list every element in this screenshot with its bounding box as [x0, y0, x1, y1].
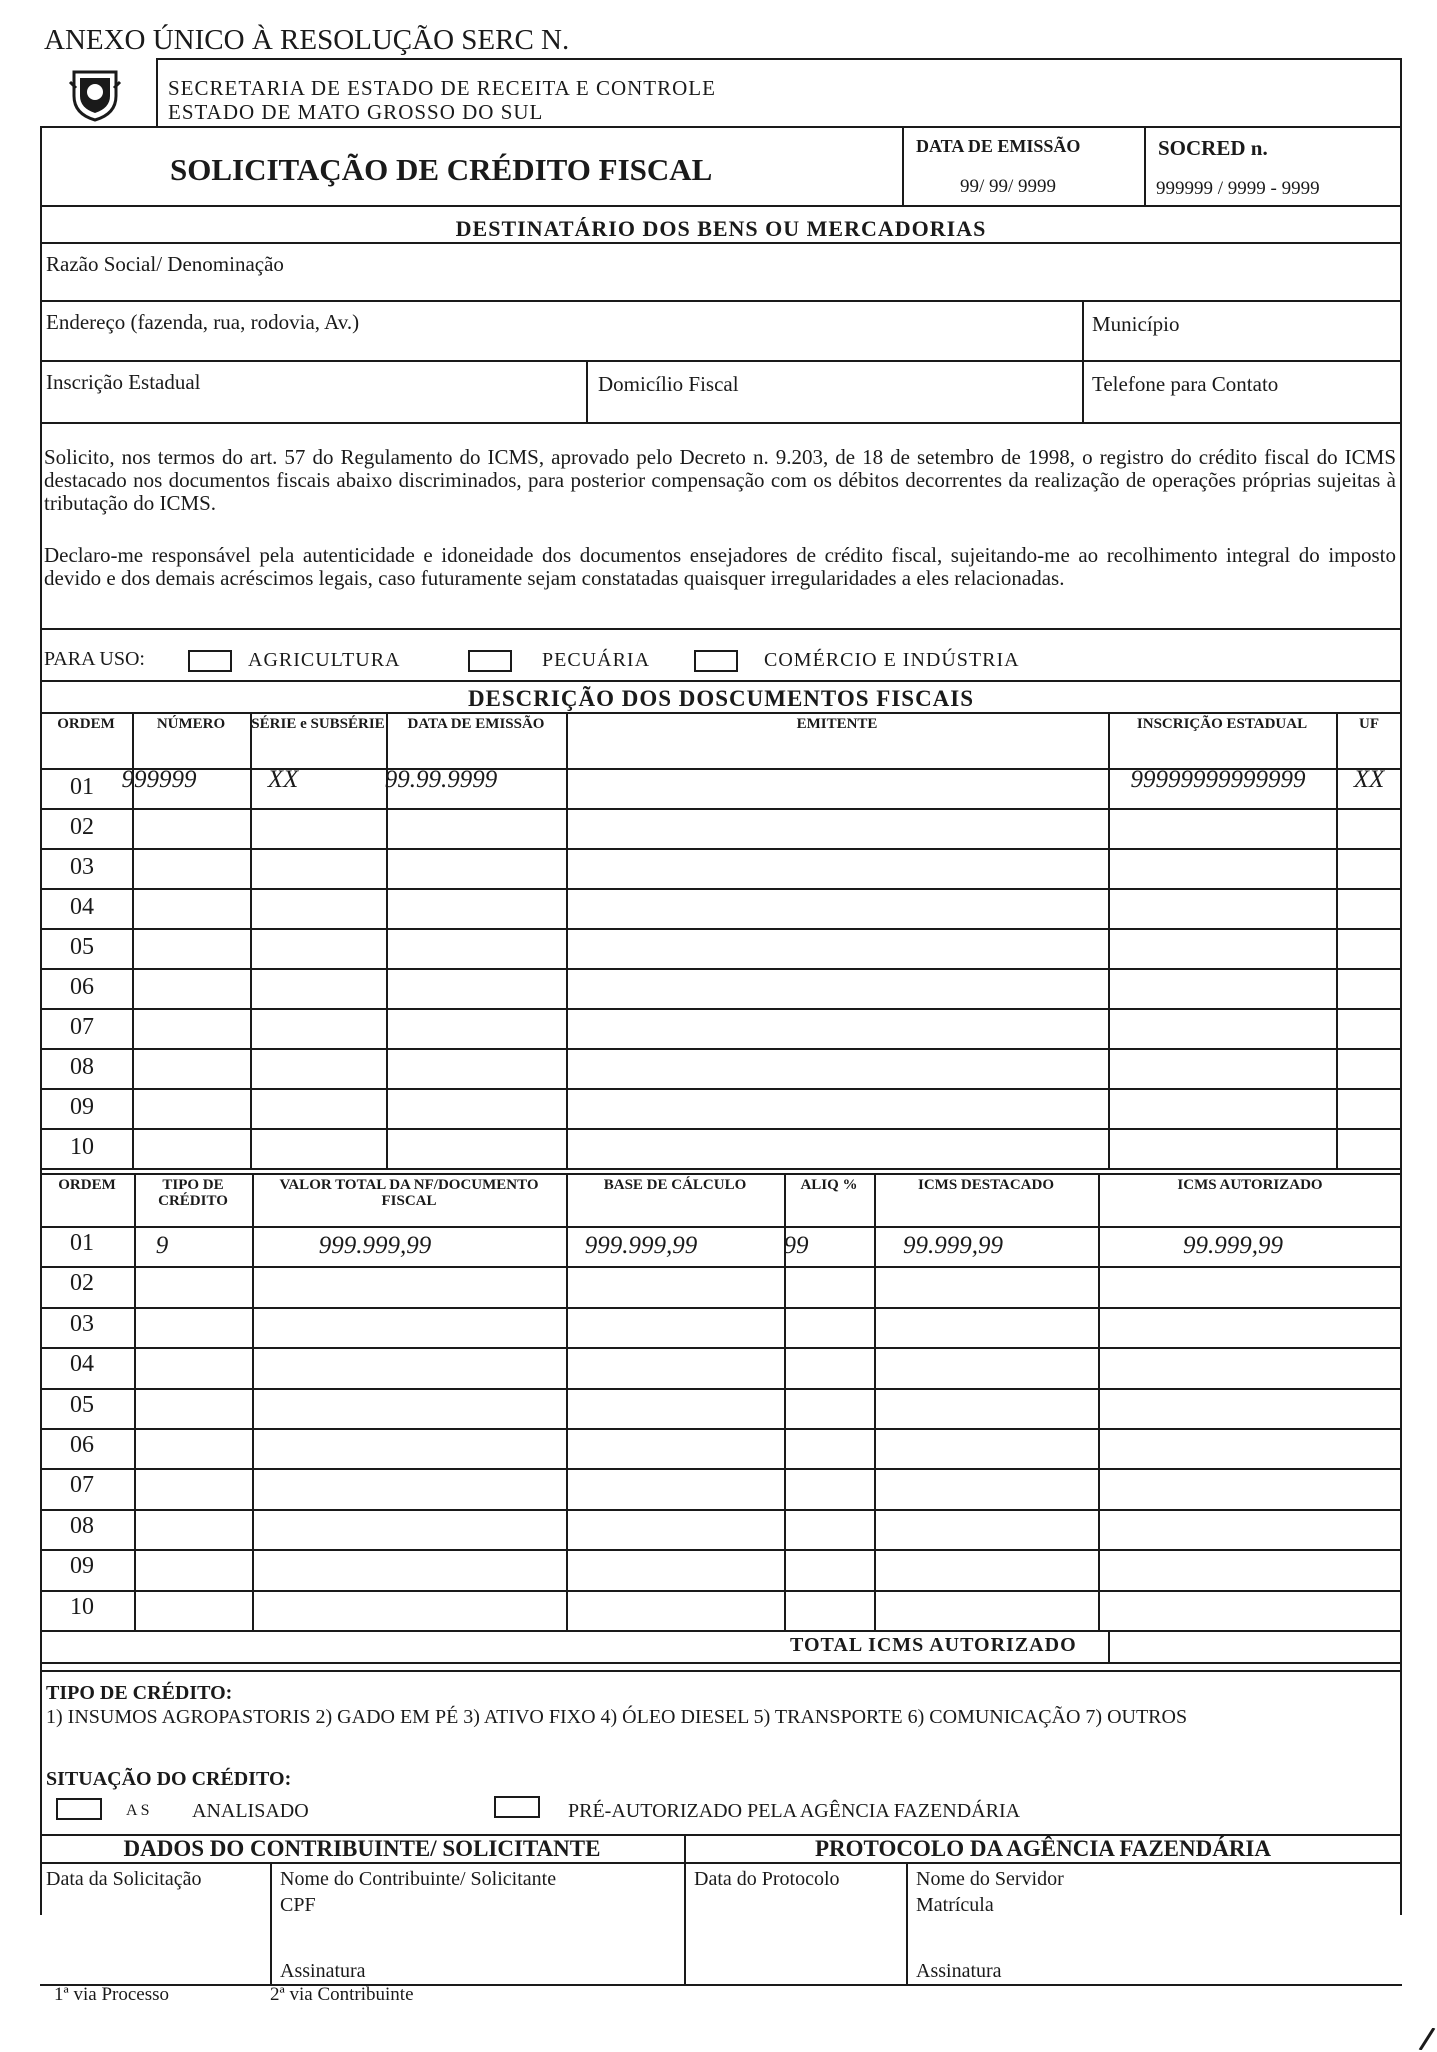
comercio-label: COMÉRCIO E INDÚSTRIA — [764, 649, 1020, 671]
domicilio-fiscal-label: Domicílio Fiscal — [598, 372, 739, 396]
t2-ordem-06: 06 — [70, 1432, 94, 1458]
t1-inscricao-01: 99999999999999 — [1130, 766, 1306, 793]
nome-contribuinte-label: Nome do Contribuinte/ Solicitante — [280, 1868, 557, 1890]
t1-ordem-01: 01 — [70, 774, 94, 800]
t1-header-6: UF — [1359, 716, 1379, 732]
para-uso-label: PARA USO: — [44, 648, 145, 670]
pre-autorizado-checkbox[interactable] — [494, 1796, 540, 1818]
t2-ordem-09: 09 — [70, 1553, 94, 1579]
t1-header-1: NÚMERO — [156, 716, 226, 732]
coat-of-arms-icon — [68, 68, 122, 122]
t1-ordem-10: 10 — [70, 1134, 94, 1160]
data-solicitacao-label: Data da Solicitação — [46, 1868, 202, 1890]
t2-header-4: ALIQ % — [800, 1177, 858, 1193]
analisado-checkbox[interactable] — [56, 1798, 102, 1820]
endereco-label: Endereço (fazenda, rua, rodovia, Av.) — [46, 310, 360, 334]
t2-valor-01: 999.999,99 — [318, 1232, 432, 1259]
data-protocolo-label: Data do Protocolo — [694, 1868, 840, 1890]
form-title: SOLICITAÇÃO DE CRÉDITO FISCAL — [170, 152, 713, 187]
t1-header-3: DATA DE EMISSÃO — [407, 716, 545, 732]
tipo-credito-options: 1) INSUMOS AGROPASTORIS 2) GADO EM PÉ 3) ATIVO FIXO 4) ÓLEO DIESEL 5) TRANSPORTE 6) COMUNICAÇÃO 7) OUTROS — [46, 1706, 1188, 1728]
t2-header-0: ORDEM — [58, 1177, 116, 1193]
t2-ordem-04: 04 — [70, 1351, 94, 1377]
socred-value: 999999 / 9999 - 9999 — [1156, 178, 1320, 199]
secretaria-name: SECRETARIA DE ESTADO DE RECEITA E CONTROLE — [168, 76, 716, 100]
comercio-checkbox[interactable] — [694, 650, 738, 672]
municipio-label: Município — [1092, 312, 1180, 336]
pecuaria-label: PECUÁRIA — [542, 649, 651, 671]
agricultura-label: AGRICULTURA — [248, 649, 401, 671]
t2-destacado-01: 99.999,99 — [903, 1232, 1003, 1259]
t1-header-5: INSCRIÇÃO ESTADUAL — [1136, 716, 1308, 732]
t2-header-5: ICMS DESTACADO — [918, 1177, 1054, 1193]
t2-ordem-05: 05 — [70, 1392, 94, 1418]
estado-name: ESTADO DE MATO GROSSO DO SUL — [168, 100, 544, 124]
declaration-paragraph-2: Declaro-me responsável pela autenticidade e idoneidade dos documentos ensejadores de crédito fiscal, sujeitando-me ao recolhimento integral do imposto devido e dos demais acréscimos legais, caso futuramente sejam constatadas quaisquer irregularidades a eles relacionadas. — [44, 543, 1396, 590]
inscricao-estadual-label: Inscrição Estadual — [46, 370, 201, 394]
t1-ordem-05: 05 — [70, 934, 94, 960]
socred-label: SOCRED n. — [1158, 136, 1268, 160]
nome-servidor-label: Nome do Servidor — [916, 1868, 1064, 1890]
t1-ordem-08: 08 — [70, 1054, 94, 1080]
t1-uf-01: XX — [1353, 766, 1385, 793]
t1-numero-01: 999999 — [121, 766, 197, 793]
analisado-label: ANALISADO — [192, 1800, 309, 1822]
annex-title: ANEXO ÚNICO À RESOLUÇÃO SERC N. — [44, 24, 570, 56]
t2-tipo-01: 9 — [155, 1232, 169, 1259]
t1-ordem-04: 04 — [70, 894, 94, 920]
cpf-label: CPF — [280, 1894, 316, 1916]
t2-autorizado-01: 99.999,99 — [1183, 1232, 1283, 1259]
t2-ordem-08: 08 — [70, 1513, 94, 1539]
t1-ordem-06: 06 — [70, 974, 94, 1000]
tipo-credito-label: TIPO DE CRÉDITO: — [46, 1682, 233, 1704]
pre-autorizado-label: PRÉ-AUTORIZADO PELA AGÊNCIA FAZENDÁRIA — [568, 1800, 1021, 1822]
declaration-paragraph-1: Solicito, nos termos do art. 57 do Regulamento do ICMS, aprovado pelo Decreto n. 9.203, de 18 de setembro de 1998, o registro do crédito fiscal do ICMS destacado nos documentos fiscais abaixo discriminados, para posterior compensação com os débitos decorrentes da realização de operações próprias sujeitas à tributação do ICMS. — [44, 445, 1396, 515]
t1-data-01: 99.99.9999 — [384, 766, 498, 793]
assinatura-servidor-label: Assinatura — [916, 1960, 1002, 1982]
t1-ordem-09: 09 — [70, 1094, 94, 1120]
destinatario-title: DESTINATÁRIO DOS BENS OU MERCADORIAS — [455, 216, 987, 241]
t2-ordem-03: 03 — [70, 1311, 94, 1337]
via-processo: 1ª via Processo — [54, 1984, 170, 2005]
corner-mark — [1418, 2028, 1436, 2050]
t1-header-2: SÉRIE e SUBSÉRIE — [251, 716, 385, 732]
t2-header-6: ICMS AUTORIZADO — [1177, 1177, 1323, 1193]
t1-header-0: ORDEM — [57, 716, 115, 732]
t2-header-3: BASE DE CÁLCULO — [603, 1177, 747, 1193]
matricula-label: Matrícula — [916, 1894, 994, 1916]
pecuaria-checkbox[interactable] — [468, 650, 512, 672]
table1-title: DESCRIÇÃO DOS DOSCUMENTOS FISCAIS — [467, 686, 975, 711]
telefone-label: Telefone para Contato — [1092, 372, 1279, 396]
t1-ordem-03: 03 — [70, 854, 94, 880]
t2-base-01: 999.999,99 — [584, 1232, 698, 1259]
data-emissao-value: 99/ 99/ 9999 — [960, 176, 1057, 197]
situacao-label: SITUAÇÃO DO CRÉDITO: — [46, 1768, 292, 1790]
t2-ordem-01: 01 — [70, 1230, 94, 1256]
t2-aliq-01: 99 — [783, 1232, 809, 1259]
t2-header-1: TIPO DE CRÉDITO — [158, 1177, 228, 1209]
t1-ordem-07: 07 — [70, 1014, 94, 1040]
credit-request-form — [40, 56, 1402, 2006]
t1-serie-01: XX — [267, 766, 299, 793]
via-contribuinte: 2ª via Contribuinte — [270, 1984, 414, 2005]
t1-ordem-02: 02 — [70, 814, 94, 840]
agricultura-checkbox[interactable] — [188, 650, 232, 672]
data-emissao-label: DATA DE EMISSÃO — [916, 136, 1081, 156]
t2-header-2: VALOR TOTAL DA NF/DOCUMENTO FISCAL — [279, 1177, 539, 1209]
t1-header-4: EMITENTE — [796, 716, 878, 732]
dados-contribuinte-title: DADOS DO CONTRIBUINTE/ SOLICITANTE — [123, 1836, 601, 1861]
t2-ordem-10: 10 — [70, 1594, 94, 1620]
total-icms-label: TOTAL ICMS AUTORIZADO — [790, 1634, 1077, 1656]
t2-ordem-07: 07 — [70, 1472, 94, 1498]
razao-social-label: Razão Social/ Denominação — [46, 252, 284, 276]
analisado-prefix: A S — [126, 1802, 150, 1819]
assinatura-contribuinte-label: Assinatura — [280, 1960, 366, 1982]
protocolo-title: PROTOCOLO DA AGÊNCIA FAZENDÁRIA — [814, 1836, 1271, 1861]
t2-ordem-02: 02 — [70, 1270, 94, 1296]
